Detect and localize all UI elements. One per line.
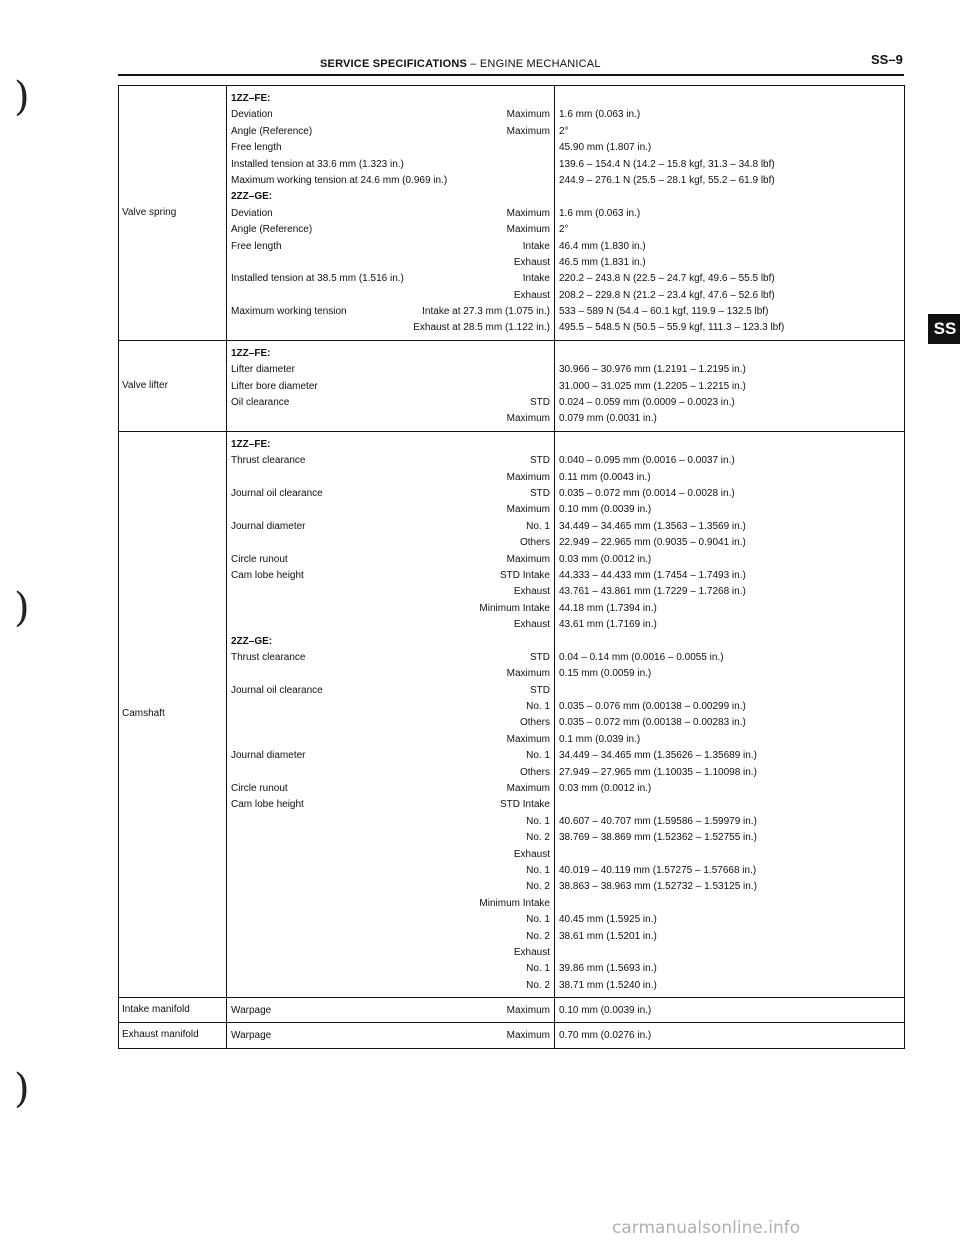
spec-items-cell: [227, 998, 555, 1023]
header-title-main: SERVICE SPECIFICATIONS: [320, 58, 468, 70]
spec-line: [231, 617, 550, 633]
spec-condition: Maximum: [506, 471, 550, 483]
spec-condition: STD Intake: [499, 799, 550, 811]
spec-item-label: Journal diameter: [231, 750, 306, 762]
spec-line: [231, 189, 550, 205]
spec-line: [231, 912, 550, 928]
spec-value: 0.70 mm (0.0276 in.): [559, 1030, 652, 1042]
spec-line: [231, 346, 550, 362]
spec-line: [231, 568, 550, 584]
spec-value: [559, 683, 900, 699]
spec-line: [231, 1003, 550, 1019]
spec-line: [231, 896, 550, 912]
spec-value: 44.333 – 44.433 mm (1.7454 – 1.7493 in.): [559, 569, 746, 581]
spec-condition: Maximum: [506, 1005, 550, 1017]
spec-value: 0.10 mm (0.0039 in.): [559, 504, 652, 516]
spec-condition: Maximum: [506, 109, 550, 121]
spec-condition: Maximum: [506, 504, 550, 516]
spec-line: [231, 157, 550, 173]
spec-value: 208.2 – 229.8 N (21.2 – 23.4 kgf, 47.6 – 52.6 lbf): [559, 289, 775, 301]
spec-condition: Maximum: [506, 224, 550, 236]
spec-item-label: Cam lobe height: [231, 569, 304, 581]
spec-condition: STD: [530, 651, 550, 663]
spec-value: 0.035 – 0.076 mm (0.00138 – 0.00299 in.): [559, 701, 746, 713]
spec-line: [231, 486, 550, 502]
spec-value: 0.11 mm (0.0043 in.): [559, 471, 651, 483]
spec-condition: Intake: [522, 240, 550, 252]
spec-condition: Maximum: [506, 1030, 550, 1042]
spec-value: 0.035 – 0.072 mm (0.00138 – 0.00283 in.): [559, 717, 746, 729]
spec-value: 2°: [559, 125, 569, 137]
spec-line: [231, 271, 550, 287]
spec-value: 38.769 – 38.869 mm (1.52362 – 1.52755 in.): [559, 832, 757, 844]
spec-condition: No. 1: [526, 750, 550, 762]
spec-line: [231, 797, 550, 813]
spec-items-cell: [227, 431, 555, 997]
spec-value: [559, 91, 900, 107]
spec-condition: Intake at 27.3 mm (1.075 in.): [422, 306, 550, 318]
spec-condition: Exhaust: [513, 289, 550, 301]
spec-condition: No. 2: [526, 881, 550, 893]
spec-item-label: Thrust clearance: [231, 651, 306, 663]
spec-condition: No. 1: [526, 701, 550, 713]
spec-line: [231, 535, 550, 551]
spec-condition: Maximum: [506, 413, 550, 425]
spec-line: [231, 395, 550, 411]
spec-item-label: Angle (Reference): [231, 125, 313, 137]
binding-mark-icon: ): [14, 74, 30, 120]
spec-condition: Minimum Intake: [479, 602, 550, 614]
spec-item-label: Lifter bore diameter: [231, 380, 318, 392]
header-title-separator: –: [470, 58, 477, 70]
spec-item-label: Warpage: [231, 1030, 272, 1042]
spec-item-label: Journal oil clearance: [231, 684, 323, 696]
spec-value: 34.449 – 34.465 mm (1.3563 – 1.3569 in.): [559, 520, 746, 532]
spec-item-label: Angle (Reference): [231, 224, 313, 236]
spec-value: 0.079 mm (0.0031 in.): [559, 413, 657, 425]
spec-line: [231, 255, 550, 271]
spec-value: 43.761 – 43.861 mm (1.7229 – 1.7268 in.): [559, 586, 746, 598]
spec-item-label: Deviation: [231, 109, 273, 121]
spec-condition: Maximum: [506, 553, 550, 565]
spec-value: [559, 346, 900, 362]
spec-line: [231, 379, 550, 395]
spec-value: [559, 797, 900, 813]
spec-line: [231, 699, 550, 715]
component-name: Valve lifter: [119, 340, 227, 431]
spec-value: 34.449 – 34.465 mm (1.35626 – 1.35689 in.): [559, 750, 757, 762]
spec-value: 27.949 – 27.965 mm (1.10035 – 1.10098 in.): [559, 766, 757, 778]
spec-line: [231, 584, 550, 600]
spec-condition: No. 1: [526, 963, 550, 975]
component-name: Exhaust manifold: [119, 1023, 227, 1048]
spec-condition: Others: [519, 717, 550, 729]
spec-value: [559, 896, 900, 912]
spec-condition: Exhaust: [513, 256, 550, 268]
spec-value: [559, 634, 900, 650]
spec-condition: Intake: [522, 273, 550, 285]
spec-line: [231, 879, 550, 895]
spec-item-label: Journal oil clearance: [231, 487, 323, 499]
spec-item-label: Circle runout: [231, 783, 288, 795]
spec-value: 46.4 mm (1.830 in.): [559, 240, 646, 252]
header-rule: [118, 74, 904, 76]
spec-row: [119, 340, 905, 431]
component-name: Intake manifold: [119, 998, 227, 1023]
spec-line: [231, 748, 550, 764]
spec-condition: Maximum: [506, 783, 550, 795]
spec-values-cell: [555, 431, 905, 997]
spec-condition: Exhaust at 28.5 mm (1.122 in.): [413, 322, 550, 334]
spec-item-label: 1ZZ–FE:: [231, 93, 271, 104]
header-title-sub: ENGINE MECHANICAL: [479, 58, 601, 70]
spec-line: [231, 601, 550, 617]
spec-values-cell: [555, 998, 905, 1023]
component-name: Camshaft: [119, 431, 227, 997]
spec-value: 139.6 – 154.4 N (14.2 – 15.8 kgf, 31.3 – 34.8 lbf): [559, 158, 775, 170]
spec-line: [231, 107, 550, 123]
spec-value: 0.03 mm (0.0012 in.): [559, 783, 652, 795]
spec-item-label: Journal diameter: [231, 520, 306, 532]
spec-condition: STD: [530, 487, 550, 499]
spec-value: 22.949 – 22.965 mm (0.9035 – 0.9041 in.): [559, 537, 746, 549]
spec-condition: STD Intake: [499, 569, 550, 581]
spec-value: 0.10 mm (0.0039 in.): [559, 1005, 652, 1017]
spec-line: [231, 304, 550, 320]
spec-line: [231, 814, 550, 830]
spec-line: [231, 732, 550, 748]
spec-value: 38.71 mm (1.5240 in.): [559, 979, 657, 991]
spec-values-cell: [555, 86, 905, 341]
spec-condition: Exhaust: [513, 586, 550, 598]
spec-item-label: 2ZZ–GE:: [231, 191, 273, 203]
spec-value: 1.6 mm (0.063 in.): [559, 109, 641, 121]
spec-value: 44.18 mm (1.7394 in.): [559, 602, 657, 614]
spec-value: 39.86 mm (1.5693 in.): [559, 963, 657, 975]
spec-condition: Maximum: [506, 733, 550, 745]
binding-mark-icon: ): [14, 1066, 30, 1112]
spec-condition: No. 1: [526, 864, 550, 876]
spec-condition: Exhaust: [513, 848, 550, 860]
spec-item-label: 1ZZ–FE:: [231, 438, 271, 450]
spec-condition: Exhaust: [513, 946, 550, 958]
spec-values-cell: [555, 1023, 905, 1048]
spec-condition: Others: [519, 537, 550, 549]
spec-line: [231, 140, 550, 156]
spec-line: [231, 683, 550, 699]
spec-values-cell: [555, 340, 905, 431]
spec-value: 533 – 589 N (54.4 – 60.1 kgf, 119.9 – 132.5 lbf): [559, 306, 769, 318]
spec-item-label: Maximum working tension: [231, 306, 347, 318]
spec-row: [119, 86, 905, 341]
spec-value: 0.03 mm (0.0012 in.): [559, 553, 652, 565]
spec-value: 0.040 – 0.095 mm (0.0016 – 0.0037 in.): [559, 455, 735, 467]
spec-line: [231, 552, 550, 568]
spec-line: [231, 715, 550, 731]
spec-item-label: Maximum working tension at 24.6 mm (0.969 in.): [231, 174, 448, 186]
spec-line: [231, 945, 550, 961]
spec-items-cell: [227, 86, 555, 341]
section-tab: SS: [928, 314, 960, 344]
spec-value: 43.61 mm (1.7169 in.): [559, 619, 657, 631]
spec-item-label: Thrust clearance: [231, 455, 306, 467]
footer-watermark: carmanualsonline.info: [612, 1218, 801, 1238]
spec-line: [231, 437, 550, 453]
spec-value: 244.9 – 276.1 N (25.5 – 28.1 kgf, 55.2 – 61.9 lbf): [559, 174, 775, 186]
spec-value: 0.15 mm (0.0059 in.): [559, 668, 652, 680]
spec-table: [118, 85, 905, 1049]
spec-value: [559, 437, 900, 453]
spec-item-label: 1ZZ–FE:: [231, 347, 271, 359]
spec-line: [231, 502, 550, 518]
binding-mark-icon: ): [14, 585, 30, 631]
spec-item-label: Installed tension at 33.6 mm (1.323 in.): [231, 158, 404, 170]
spec-line: [231, 765, 550, 781]
spec-condition: No. 1: [526, 815, 550, 827]
spec-value: 495.5 – 548.5 N (50.5 – 55.9 kgf, 111.3 – 123.3 lbf): [559, 322, 785, 334]
spec-line: [231, 847, 550, 863]
spec-line: [231, 519, 550, 535]
spec-line: [231, 362, 550, 378]
spec-value: 1.6 mm (0.063 in.): [559, 207, 641, 219]
spec-line: [231, 222, 550, 238]
spec-condition: Exhaust: [513, 619, 550, 631]
spec-row: [119, 1023, 905, 1048]
spec-line: [231, 650, 550, 666]
spec-condition: No. 2: [526, 979, 550, 991]
spec-condition: No. 2: [526, 832, 550, 844]
spec-value: 220.2 – 243.8 N (22.5 – 24.7 kgf, 49.6 – 55.5 lbf): [559, 273, 775, 285]
spec-value: 2°: [559, 224, 569, 236]
spec-item-label: Circle runout: [231, 553, 288, 565]
spec-line: [231, 863, 550, 879]
spec-condition: Maximum: [506, 207, 550, 219]
spec-value: 31.000 – 31.025 mm (1.2205 – 1.2215 in.): [559, 380, 746, 392]
spec-value: 0.1 mm (0.039 in.): [559, 733, 641, 745]
spec-value: 40.45 mm (1.5925 in.): [559, 914, 657, 926]
spec-line: [231, 239, 550, 255]
spec-value: 40.607 – 40.707 mm (1.59586 – 1.59979 in.): [559, 815, 757, 827]
spec-condition: No. 2: [526, 930, 550, 942]
spec-value: 40.019 – 40.119 mm (1.57275 – 1.57668 in.): [559, 864, 757, 876]
spec-condition: Others: [519, 766, 550, 778]
spec-items-cell: [227, 340, 555, 431]
spec-line: [231, 288, 550, 304]
spec-line: [231, 781, 550, 797]
spec-condition: No. 1: [526, 914, 550, 926]
spec-value: [559, 189, 900, 205]
spec-condition: No. 1: [526, 520, 550, 532]
spec-value: 0.024 – 0.059 mm (0.0009 – 0.0023 in.): [559, 397, 735, 409]
spec-row: [119, 431, 905, 997]
spec-item-label: Cam lobe height: [231, 799, 304, 811]
spec-line: [231, 206, 550, 222]
spec-line: [231, 978, 550, 994]
spec-item-label: 2ZZ–GE:: [231, 635, 273, 647]
spec-item-label: Lifter diameter: [231, 364, 295, 376]
spec-condition: Maximum: [506, 125, 550, 137]
spec-item-label: Deviation: [231, 207, 273, 219]
spec-value: 38.863 – 38.963 mm (1.52732 – 1.53125 in.): [559, 881, 757, 893]
spec-value: 30.966 – 30.976 mm (1.2191 – 1.2195 in.): [559, 364, 746, 376]
page-number: SS–9: [871, 52, 903, 67]
spec-value: [559, 847, 900, 863]
spec-condition: STD: [530, 397, 550, 409]
spec-condition: STD: [530, 455, 550, 467]
spec-condition: Minimum Intake: [479, 897, 550, 909]
spec-line: [231, 929, 550, 945]
spec-line: [231, 666, 550, 682]
spec-item-label: Free length: [231, 240, 282, 252]
spec-line: [231, 173, 550, 189]
spec-value: 38.61 mm (1.5201 in.): [559, 930, 657, 942]
page-header-title: [320, 58, 601, 70]
spec-value: [559, 945, 900, 961]
spec-item-label: Free length: [231, 142, 282, 154]
spec-line: [231, 470, 550, 486]
spec-line: [231, 961, 550, 977]
spec-value: 45.90 mm (1.807 in.): [559, 142, 652, 154]
spec-line: [231, 830, 550, 846]
spec-row: [119, 998, 905, 1023]
spec-item-label: Installed tension at 38.5 mm (1.516 in.): [231, 273, 404, 285]
spec-value: 0.035 – 0.072 mm (0.0014 – 0.0028 in.): [559, 487, 735, 499]
spec-value: 46.5 mm (1.831 in.): [559, 256, 646, 268]
spec-item-label: Oil clearance: [231, 397, 290, 409]
spec-value: 0.04 – 0.14 mm (0.0016 – 0.0055 in.): [559, 651, 724, 663]
spec-line: [231, 411, 550, 427]
spec-line: [231, 634, 550, 650]
spec-items-cell: [227, 1023, 555, 1048]
spec-condition: STD: [530, 684, 550, 696]
spec-line: [231, 453, 550, 469]
spec-line: [231, 91, 550, 107]
spec-line: [231, 320, 550, 336]
component-name: Valve spring: [119, 86, 227, 341]
spec-line: [231, 124, 550, 140]
spec-condition: Maximum: [506, 668, 550, 680]
spec-line: [231, 1028, 550, 1044]
spec-item-label: Warpage: [231, 1005, 272, 1017]
